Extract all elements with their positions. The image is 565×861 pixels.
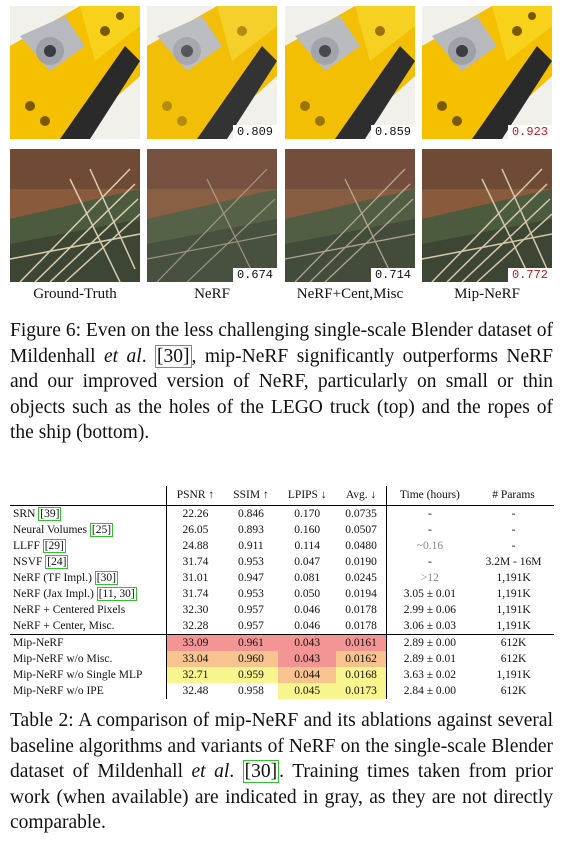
cell-psnr: 31.01 <box>167 570 224 586</box>
citation-link[interactable]: [30] <box>157 345 190 367</box>
row-name: NeRF (Jax Impl.) [11, 30] <box>13 587 135 600</box>
lego-ground-truth-image <box>10 6 140 139</box>
cell-ssim: 0.947 <box>238 571 264 584</box>
cell-avg: 0.0178 <box>345 619 377 632</box>
citation-link[interactable]: [24] <box>47 555 67 568</box>
header-ssim: SSIM ↑ <box>224 486 278 506</box>
ship-nerf-score: 0.674 <box>233 268 277 282</box>
ship-nerf-cent-misc-score: 0.714 <box>371 268 415 282</box>
cell-params: 1,191K <box>496 619 531 632</box>
cell-params: - <box>511 523 516 536</box>
row-name: LLFF [29] <box>13 539 64 552</box>
header-lpips: LPIPS ↓ <box>278 486 336 506</box>
table-row <box>10 618 554 635</box>
cell-ssim: 0.960 <box>224 651 278 667</box>
header-method <box>10 486 167 506</box>
cell-psnr: 32.28 <box>167 618 224 635</box>
cell-psnr: 33.04 <box>167 651 224 667</box>
cell-params: 1,191K <box>496 603 531 616</box>
cell-avg: 0.0735 <box>345 507 377 520</box>
table-row <box>10 667 554 683</box>
row-name: SRN [39] <box>13 507 60 520</box>
cell-time: 3.05 ± 0.01 <box>386 586 473 602</box>
cell-psnr: 24.88 <box>167 538 224 554</box>
cell-lpips: 0.170 <box>294 507 321 520</box>
cell-ssim: 0.953 <box>238 587 264 600</box>
header-params: # Params <box>473 486 554 506</box>
cell-lpips: 0.160 <box>294 523 321 536</box>
cell-avg: 0.0173 <box>336 683 386 699</box>
lego-row <box>10 6 555 139</box>
cell-time: >12 <box>386 570 473 586</box>
lego-nerf-cent-misc-image <box>285 6 415 139</box>
cell-lpips: 0.114 <box>294 539 320 552</box>
cell-ssim: 0.961 <box>224 635 278 652</box>
cell-ssim: 0.957 <box>238 619 264 632</box>
cell-params: 612K <box>500 652 527 665</box>
column-label-nerf: NeRF <box>194 286 230 302</box>
cell-avg: 0.0480 <box>345 539 377 552</box>
cell-params: 612K <box>500 684 527 697</box>
lego-nerf-image <box>147 6 277 139</box>
cell-psnr: 32.30 <box>167 602 224 618</box>
table-row <box>10 651 554 667</box>
cell-time: 3.06 ± 0.03 <box>386 618 473 635</box>
header-psnr: PSNR ↑ <box>167 486 224 506</box>
figure-column-labels <box>10 286 555 306</box>
cell-params: 1,191K <box>496 571 531 584</box>
cell-params: 1,191K <box>496 668 531 681</box>
header-time: Time (hours) <box>386 486 473 506</box>
cell-avg: 0.0178 <box>345 603 377 616</box>
cell-params: 1,191K <box>496 587 531 600</box>
table-row <box>10 522 554 538</box>
cell-ssim: 0.957 <box>238 603 264 616</box>
caption-etal: et al <box>104 345 142 367</box>
ship-row <box>10 149 555 282</box>
row-name: Mip-NeRF w/o Misc. <box>13 652 113 665</box>
caption-text: . Training times taken from prior work (when available) are indicated in gray, as they are not directly comparable. <box>10 761 553 833</box>
cell-time: 3.63 ± 0.02 <box>386 667 473 683</box>
cell-avg: 0.0190 <box>345 555 377 568</box>
table-row <box>10 586 554 602</box>
cell-psnr: 32.48 <box>167 683 224 699</box>
cell-psnr: 33.09 <box>167 635 224 652</box>
cell-time: - <box>386 554 473 570</box>
ship-mip-nerf-score: 0.772 <box>508 268 552 282</box>
column-label-nerf-cent-misc: NeRF+Cent,Misc <box>296 286 404 302</box>
cell-time: ~0.16 <box>386 538 473 554</box>
cell-ssim: 0.893 <box>238 523 264 536</box>
cell-lpips: 0.047 <box>294 555 321 568</box>
cell-ssim: 0.959 <box>224 667 278 683</box>
cell-time: 2.99 ± 0.06 <box>386 602 473 618</box>
cell-avg: 0.0507 <box>345 523 377 536</box>
cell-lpips: 0.043 <box>278 635 336 652</box>
figure-6-caption <box>10 318 553 446</box>
column-label-mip-nerf: Mip-NeRF <box>454 286 520 302</box>
cell-ssim: 0.846 <box>238 507 264 520</box>
table-row <box>10 635 554 652</box>
lego-nerf-score: 0.809 <box>233 125 277 139</box>
cell-lpips: 0.043 <box>278 651 336 667</box>
cell-psnr: 31.74 <box>167 554 224 570</box>
table-row <box>10 570 554 586</box>
caption-etal: et al <box>191 761 230 782</box>
row-name: Mip-NeRF w/o Single MLP <box>13 668 143 681</box>
column-label-ground-truth: Ground-Truth <box>33 286 117 302</box>
caption-text: Table 2: A comparison of mip-NeRF and its ablations against several baseline algorithms and variants of NeRF on the single-scale Blender dataset of Mildenhall <box>10 710 553 782</box>
cell-avg: 0.0194 <box>345 587 377 600</box>
cell-avg: 0.0168 <box>336 667 386 683</box>
caption-text: , mip-NeRF significantly outperforms NeRF and our improved version of NeRF, particularly on small or thin objects such as the holes of the LEGO truck (top) and the ropes of the ship (bottom). <box>10 345 553 443</box>
results-table <box>10 486 554 699</box>
row-name: NeRF + Center, Misc. <box>13 619 115 632</box>
table-row <box>10 538 554 554</box>
citation-link[interactable]: [39] <box>40 507 60 520</box>
table-row <box>10 554 554 570</box>
ship-nerf-image <box>147 149 277 282</box>
cell-params: - <box>511 507 516 520</box>
cell-lpips: 0.050 <box>294 587 321 600</box>
cell-avg: 0.0245 <box>345 571 377 584</box>
cell-psnr: 32.71 <box>167 667 224 683</box>
cell-psnr: 22.26 <box>167 506 224 523</box>
cell-lpips: 0.046 <box>294 619 321 632</box>
cell-time: 2.84 ± 0.00 <box>386 683 473 699</box>
row-name: NSVF [24] <box>13 555 67 568</box>
table-row <box>10 602 554 618</box>
cell-ssim: 0.911 <box>238 539 264 552</box>
header-avg: Avg. ↓ <box>336 486 386 506</box>
ship-ground-truth-image <box>10 149 140 282</box>
cell-time: 2.89 ± 0.00 <box>386 635 473 652</box>
ship-nerf-cent-misc-image <box>285 149 415 282</box>
cell-params: - <box>511 539 516 552</box>
citation-link[interactable]: [30] <box>96 571 116 584</box>
citation-link[interactable]: [29] <box>44 539 64 552</box>
caption-text: Figure 6: Even on the less challenging single-scale Blender dataset of Mildenhall <box>10 320 553 367</box>
cell-lpips: 0.044 <box>278 667 336 683</box>
row-name: Mip-NeRF w/o IPE <box>13 684 104 697</box>
lego-mip-nerf-score: 0.923 <box>508 125 552 139</box>
cell-time: - <box>386 506 473 523</box>
row-name: NeRF + Centered Pixels <box>13 603 126 616</box>
table-row <box>10 506 554 523</box>
cell-avg: 0.0161 <box>336 635 386 652</box>
cell-lpips: 0.046 <box>294 603 321 616</box>
table-2-caption <box>10 708 553 836</box>
cell-lpips: 0.081 <box>294 571 321 584</box>
caption-text: . <box>141 345 156 367</box>
row-name: NeRF (TF Impl.) [30] <box>13 571 116 584</box>
lego-mip-nerf-image <box>422 6 552 139</box>
cell-time: - <box>386 522 473 538</box>
row-name: Mip-NeRF <box>10 635 167 652</box>
ship-mip-nerf-image <box>422 149 552 282</box>
lego-nerf-cent-misc-score: 0.859 <box>371 125 415 139</box>
cell-psnr: 31.74 <box>167 586 224 602</box>
cell-params: 3.2M - 16M <box>485 555 542 568</box>
cell-psnr: 26.05 <box>167 522 224 538</box>
citation-link[interactable]: [11, 30] <box>98 587 135 600</box>
row-name: Neural Volumes [25] <box>13 523 112 536</box>
caption-text: . <box>229 761 243 782</box>
cell-lpips: 0.045 <box>278 683 336 699</box>
cell-ssim: 0.953 <box>238 555 264 568</box>
table-row <box>10 683 554 699</box>
cell-ssim: 0.958 <box>238 684 264 697</box>
cell-time: 2.89 ± 0.01 <box>386 651 473 667</box>
table-header-row <box>10 486 554 506</box>
cell-params: 612K <box>473 635 554 652</box>
cell-avg: 0.0162 <box>336 651 386 667</box>
citation-link[interactable]: [30] <box>244 761 278 782</box>
citation-link[interactable]: [25] <box>91 523 112 536</box>
